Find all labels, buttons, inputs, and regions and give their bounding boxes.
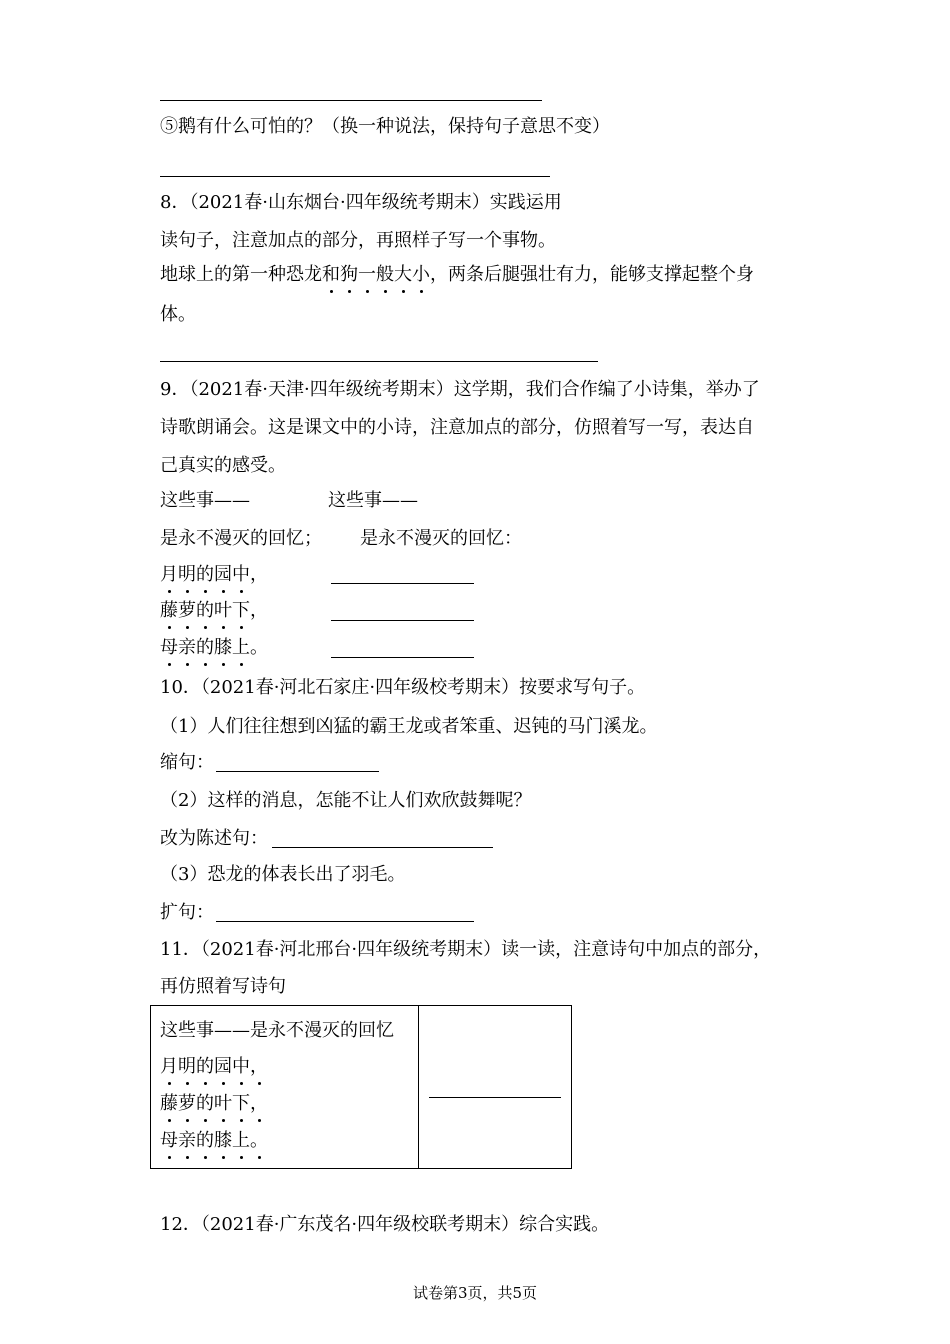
q7-item5: ⑤鹅有什么可怕的？（换一种说法，保持句子意思不变） [160, 116, 610, 137]
answer-blank-q9-3[interactable] [331, 657, 474, 658]
dotted-char: 下 [232, 1091, 250, 1117]
q11-line2: 再仿照着写诗句 [160, 976, 286, 997]
dotted-char: 一 [358, 262, 376, 288]
q11-poem-table [150, 1005, 572, 1169]
table-divider [418, 1006, 419, 1168]
q9-line2: 诗歌朗诵会。这是课文中的小诗，注意加点的部分，仿照着写一写，表达自 [160, 417, 754, 438]
answer-blank-q11[interactable] [429, 1097, 561, 1098]
q9-col2-line2: 是永不漫灭的回忆： [360, 528, 522, 549]
q9-col2-line1: 这些事—— [328, 490, 418, 511]
q11-box-line-3 [160, 1128, 268, 1154]
answer-blank-q7-4[interactable] [160, 100, 542, 101]
q9-line1: 9．（2021春·天津·四年级统考期末）这学期，我们合作编了小诗集，举办了 [160, 379, 760, 400]
answer-blank-q7-5[interactable] [160, 176, 550, 177]
answer-blank-q10-3[interactable] [216, 921, 474, 922]
answer-blank-q9-2[interactable] [331, 620, 474, 621]
dotted-char: 的 [196, 1091, 214, 1117]
page-footer: 试卷第3页，共5页 [412, 1284, 538, 1302]
dotted-char: 的 [196, 1054, 214, 1080]
q10-part1-label: 缩句： [160, 752, 214, 773]
punct: 。 [250, 637, 268, 658]
answer-blank-q10-2[interactable] [272, 847, 493, 848]
dotted-char: 中 [232, 562, 250, 588]
dotted-char: 藤 [160, 1091, 178, 1117]
dotted-char: 膝 [214, 635, 232, 661]
punct: ， [250, 564, 268, 585]
dotted-char: 上 [232, 1128, 250, 1154]
dotted-char: 园 [214, 1054, 232, 1080]
dotted-char: 般 [376, 262, 394, 288]
dotted-word [322, 264, 430, 285]
q11-box-title: 这些事——是永不漫灭的回忆 [160, 1020, 394, 1041]
dotted-char: 大 [394, 262, 412, 288]
dotted-char: 叶 [214, 1091, 232, 1117]
q10-part1: （1）人们往往想到凶猛的霸王龙或者笨重、迟钝的马门溪龙。 [160, 716, 658, 737]
dotted-char: 母 [160, 635, 178, 661]
q10-part3-label: 扩句： [160, 902, 214, 923]
q9-poem-line-2 [160, 598, 268, 624]
dotted-char: 上 [232, 635, 250, 661]
q8-sentence-pre: 地球上的第一种恐龙 [160, 264, 322, 285]
dotted-char: 和 [322, 262, 340, 288]
q8-sentence-post: ，两条后腿强壮有力，能够支撑起整个身 [430, 264, 754, 285]
q9-col1-line2: 是永不漫灭的回忆； [160, 528, 322, 549]
q11-box-line-1 [160, 1054, 268, 1080]
answer-blank-q9-1[interactable] [331, 583, 474, 584]
dotted-char: 的 [196, 635, 214, 661]
q9-col1-line1: 这些事—— [160, 490, 250, 511]
dotted-char: 园 [214, 562, 232, 588]
dotted-char: 亲 [178, 1128, 196, 1154]
dotted-char: 。 [250, 1128, 268, 1154]
q10-part3: （3）恐龙的体表长出了羽毛。 [160, 864, 406, 885]
dotted-char: 下 [232, 598, 250, 624]
answer-blank-q10-1[interactable] [216, 771, 379, 772]
q8-instruction: 读句子，注意加点的部分，再照样子写一个事物。 [160, 230, 556, 251]
q10-part2-label: 改为陈述句： [160, 828, 268, 849]
dotted-char: 月 [160, 562, 178, 588]
dotted-char: 膝 [214, 1128, 232, 1154]
q9-line3: 己真实的感受。 [160, 455, 286, 476]
dotted-char: 小 [412, 262, 430, 288]
q8-sentence-line2: 体。 [160, 304, 196, 325]
q8-header: 8．（2021春·山东烟台·四年级统考期末）实践运用 [160, 192, 562, 213]
dotted-char: 母 [160, 1128, 178, 1154]
dotted-char: 的 [196, 562, 214, 588]
dotted-char: 藤 [160, 598, 178, 624]
dotted-char: ， [250, 1054, 268, 1080]
q8-sentence [160, 262, 754, 288]
dotted-char: 狗 [340, 262, 358, 288]
q10-part2: （2）这样的消息，怎能不让人们欢欣鼓舞呢？ [160, 790, 532, 811]
q10-header: 10．（2021春·河北石家庄·四年级校考期末）按要求写句子。 [160, 677, 646, 698]
q9-poem-line-3 [160, 635, 268, 661]
q11-box-line-2 [160, 1091, 268, 1117]
dotted-char: ， [250, 1091, 268, 1117]
dotted-char: 中 [232, 1054, 250, 1080]
punct: ， [250, 600, 268, 621]
q12-header: 12．（2021春·广东茂名·四年级校联考期末）综合实践。 [160, 1214, 610, 1235]
q11-line1: 11．（2021春·河北邢台·四年级统考期末）读一读，注意诗句中加点的部分， [160, 939, 772, 960]
dotted-char: 叶 [214, 598, 232, 624]
dotted-char: 萝 [178, 1091, 196, 1117]
dotted-char: 月 [160, 1054, 178, 1080]
dotted-char: 的 [196, 1128, 214, 1154]
answer-blank-q8[interactable] [160, 361, 598, 362]
dotted-char: 萝 [178, 598, 196, 624]
dotted-char: 明 [178, 1054, 196, 1080]
q9-poem-line-1 [160, 562, 268, 588]
dotted-char: 的 [196, 598, 214, 624]
dotted-char: 亲 [178, 635, 196, 661]
dotted-char: 明 [178, 562, 196, 588]
